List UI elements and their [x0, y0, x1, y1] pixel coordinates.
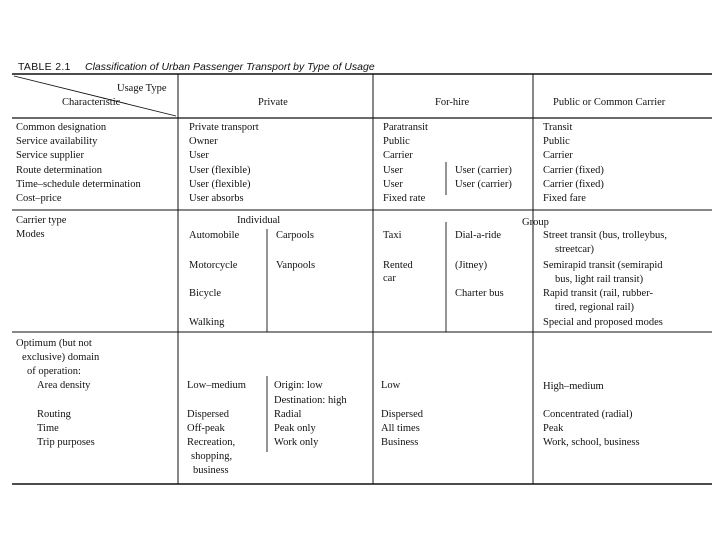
cell: Walking: [189, 317, 225, 328]
group-individual: Individual: [237, 215, 281, 226]
cell: Peak only: [274, 423, 316, 434]
cell: Bicycle: [189, 288, 222, 299]
header-characteristic: Characteristic: [62, 97, 121, 108]
header-for-hire: For-hire: [435, 97, 470, 108]
cell: Work, school, business: [543, 437, 640, 448]
cell: User (carrier): [455, 164, 512, 176]
cell: Transit: [543, 122, 573, 133]
cell: Dispersed: [381, 409, 423, 420]
cell: streetcar): [555, 244, 595, 255]
cell: Charter bus: [455, 288, 504, 299]
cell: Rented: [383, 260, 413, 271]
cell: (Jitney): [455, 260, 488, 271]
domain-label: exclusive) domain: [22, 352, 100, 363]
cell: Public: [383, 136, 410, 148]
cell: Dispersed: [187, 409, 229, 420]
table-title: Classification of Urban Passenger Transport by Type of Usage: [85, 61, 375, 73]
cell: Semirapid transit (semirapid: [543, 260, 663, 271]
row-label: Cost–price: [16, 193, 62, 205]
header-public: Public or Common Carrier: [553, 97, 666, 108]
section1-for-hire-b: [455, 164, 512, 192]
cell: Street transit (bus, trolleybus,: [543, 230, 667, 241]
cell: Carrier: [383, 150, 413, 162]
cell: Carrier: [543, 150, 573, 162]
cell: Carpools: [276, 230, 314, 241]
row-label-carrier-type: Carrier type: [16, 215, 67, 226]
cell: Fixed rate: [383, 193, 426, 205]
header-diagonal: [14, 76, 176, 116]
cell: Vanpools: [276, 260, 316, 271]
section1-for-hire-a: [383, 121, 428, 206]
cell: Work only: [274, 437, 319, 448]
cell: Radial: [274, 409, 302, 420]
row-label: Time: [37, 423, 59, 434]
cell: shopping,: [191, 451, 233, 462]
row-label: Service availability: [16, 136, 98, 148]
cell: Business: [381, 437, 419, 448]
section1-private: [189, 121, 259, 206]
row-label: Common designation: [16, 122, 107, 133]
cell: Destination: high: [274, 395, 347, 406]
row-label: Trip purposes: [37, 437, 95, 448]
cell: Special and proposed modes: [543, 317, 663, 328]
cell: Concentrated (radial): [543, 409, 633, 420]
cell: User (flexible): [189, 164, 251, 176]
cell: Owner: [189, 136, 218, 148]
domain-label: of operation:: [27, 366, 81, 377]
row-label: Area density: [37, 380, 91, 391]
cell: Motorcycle: [189, 260, 238, 271]
cell: Rapid transit (rail, rubber-: [543, 288, 654, 299]
cell: User (carrier): [455, 178, 512, 190]
cell: Taxi: [383, 230, 402, 241]
cell: Automobile: [189, 230, 240, 241]
cell: Carrier (fixed): [543, 178, 604, 190]
cell: Low: [381, 380, 401, 391]
cell: Carrier (fixed): [543, 164, 604, 176]
section1-public: [543, 121, 604, 206]
cell: Paratransit: [383, 122, 428, 133]
cell: Dial-a-ride: [455, 230, 502, 241]
row-label: Route determination: [16, 164, 103, 176]
cell: Peak: [543, 423, 564, 434]
cell: tired, regional rail): [555, 302, 635, 313]
cell: Public: [543, 136, 570, 148]
cell: business: [193, 465, 229, 476]
cell: User: [383, 164, 403, 176]
domain-label: Optimum (but not: [16, 338, 92, 349]
cell: User absorbs: [189, 193, 244, 205]
row-label: Service supplier: [16, 150, 84, 162]
cell: High–medium: [543, 381, 604, 392]
cell: Recreation,: [187, 437, 236, 448]
cell: car: [383, 273, 396, 284]
cell: User: [189, 150, 209, 162]
cell: Origin: low: [274, 380, 323, 391]
cell: bus, light rail transit): [555, 274, 644, 285]
cell: Private transport: [189, 122, 259, 133]
table-label: TABLE 2.1: [18, 61, 71, 73]
row-label: Time–schedule determination: [16, 178, 141, 190]
cell: User (flexible): [189, 178, 251, 190]
cell: All times: [381, 423, 420, 434]
row-label: Routing: [37, 409, 71, 420]
header-private: Private: [258, 97, 288, 108]
cell: User: [383, 178, 403, 190]
group-group: Group: [522, 217, 549, 228]
cell: Off-peak: [187, 423, 225, 434]
header-usage-type: Usage Type: [117, 83, 167, 94]
cell: Low–medium: [187, 380, 246, 391]
cell: Fixed fare: [543, 193, 586, 205]
section1-row-labels: [16, 121, 141, 206]
row-label-modes: Modes: [16, 229, 45, 240]
